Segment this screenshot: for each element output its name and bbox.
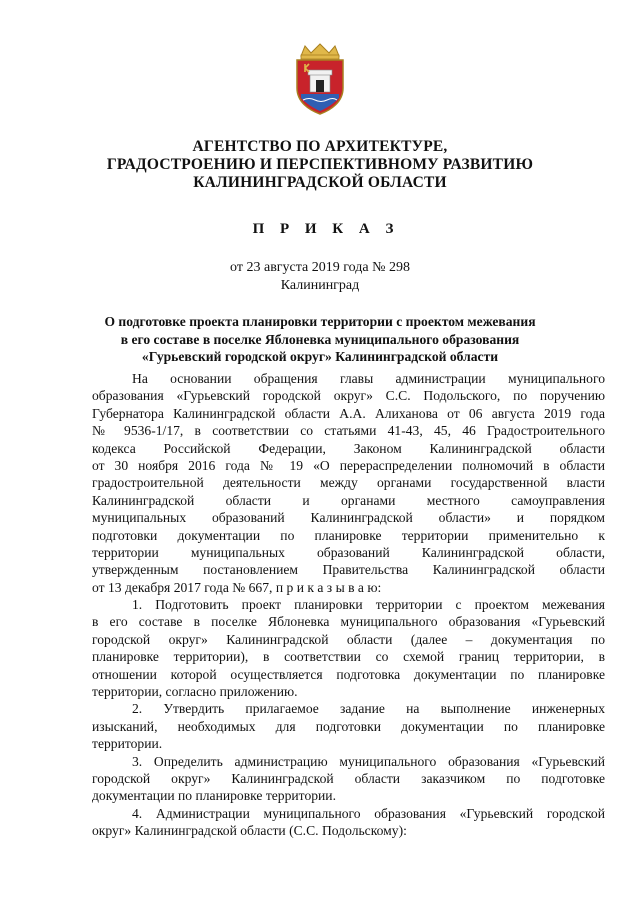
order-subject — [0, 313, 640, 366]
body-line: градостроительной деятельности между органами государственной власти — [92, 475, 605, 491]
subject-line: в его составе в поселке Яблоневка муниципального образования — [120, 331, 520, 347]
body-line: отношении которой осуществляется подготовка документации по планировке — [92, 666, 605, 682]
item-3-paragraph — [92, 753, 605, 805]
item-2-paragraph — [92, 700, 605, 752]
coat-of-arms-emblem — [291, 42, 349, 116]
order-city: Калининград — [280, 278, 360, 293]
subject-line: О подготовке проекта планировки территории с проектом межевания — [104, 314, 536, 329]
subject-line: «Гурьевский городской округ» Калининградской области — [141, 349, 499, 364]
body-line: городской округ» Калининградской области заказчиком по подготовке — [92, 770, 605, 786]
body-line: территории. — [92, 736, 163, 752]
order-title: П Р И К А З — [252, 221, 400, 237]
body-line: округ» Калининградской области (С.С. Подольскому): — [92, 823, 407, 839]
body-line: муниципальных образований Калининградской области» и порядком — [92, 510, 605, 526]
order-date: от 23 августа 2019 года № 298 — [230, 260, 410, 275]
body-line: 2. Утвердить прилагаемое задание на выполнение инженерных — [132, 701, 605, 717]
order-body — [92, 370, 605, 840]
body-line: планировке территории), в соответствии со схемой границ территории, в — [92, 649, 605, 665]
body-line: Губернатора Калининградской области А.А. Алиханова от 06 августа 2019 года — [92, 405, 605, 421]
body-line: 3. Определить администрацию муниципального образования «Гурьевский — [132, 753, 605, 769]
body-line: кодекса Российской Федерации, Законом Калининградской области — [92, 440, 605, 456]
body-line: № 9536-1/17, в соответствии со статьями 41-43, 45, 46 Градостроительного — [92, 423, 605, 439]
body-line: документации по планировке территории. — [92, 788, 336, 804]
body-line: от 30 ноября 2016 года № 19 «О перераспределении полномочий в области — [92, 457, 605, 473]
body-line: утвержденным постановлением Правительства Калининградской области — [92, 562, 605, 578]
body-line: На основании обращения главы администрации муниципального — [132, 371, 605, 386]
agency-header — [0, 138, 640, 192]
body-line: 1. Подготовить проект планировки территории с проектом межевания — [132, 597, 605, 613]
item-4-paragraph — [92, 805, 605, 840]
body-line: территории муниципальных образований Калининградской области, — [92, 544, 605, 560]
preamble-paragraph — [92, 370, 605, 596]
agency-line: КАЛИНИНГРАДСКОЙ ОБЛАСТИ — [193, 174, 447, 191]
body-line: Калининградской области и органами местного самоуправления — [92, 492, 605, 508]
item-1-paragraph — [92, 596, 605, 700]
body-line: территории, согласно приложению. — [92, 684, 298, 700]
body-line: изысканий, необходимых для подготовки документации по планировке — [92, 718, 605, 734]
body-line: подготовки документации по планировке территории применительно к — [92, 527, 605, 543]
body-line: в его составе в поселке Яблоневка муниципального образования «Гурьевский — [92, 614, 605, 630]
body-line: образования «Гурьевский городской округ» С.С. Подольского, по поручению — [92, 388, 605, 404]
agency-line: АГЕНТСТВО ПО АРХИТЕКТУРЕ, — [192, 138, 448, 155]
body-line: городской округ» Калининградской области (далее – документация по — [92, 631, 605, 647]
agency-line: ГРАДОСТРОЕНИЮ И ПЕРСПЕКТИВНОМУ РАЗВИТИЮ — [106, 156, 534, 173]
body-line: от 13 декабря 2017 года № 667, п р и к а з ы в а ю: — [92, 579, 382, 595]
body-line: 4. Администрации муниципального образования «Гурьевский городской — [132, 805, 605, 821]
